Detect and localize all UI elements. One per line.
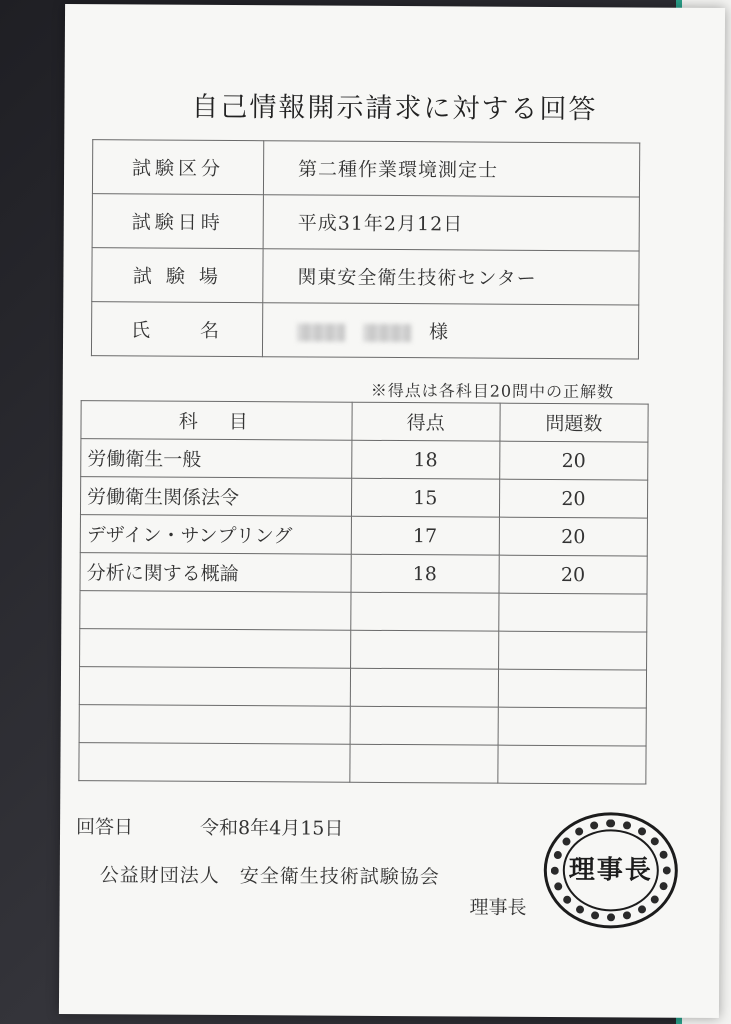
document-title: 自己情報開示請求に対する回答 — [191, 91, 598, 126]
info-label: 試 験 場 — [92, 248, 263, 303]
empty-row — [79, 705, 646, 746]
score-table — [78, 400, 648, 784]
table-row — [80, 553, 647, 594]
issuer-name: 公益財団法人 安全衛生技術試験協会 — [99, 864, 440, 889]
table-row — [80, 477, 647, 518]
info-row-category — [92, 140, 639, 197]
info-row-venue — [92, 248, 639, 305]
subject-score: 18 — [351, 554, 499, 593]
disclosure-document — [59, 4, 725, 1018]
subject-score: 15 — [351, 478, 499, 517]
info-row-date — [92, 194, 639, 251]
subject-name: 分析に関する概論 — [80, 553, 351, 593]
empty-row — [79, 743, 646, 784]
subject-questions: 20 — [499, 479, 647, 518]
info-row-name — [91, 302, 638, 359]
header-score: 得点 — [352, 402, 500, 441]
seal-text: 理事長 — [568, 855, 653, 886]
info-label: 氏 名 — [91, 302, 262, 357]
honorific: 様 — [429, 321, 450, 344]
answer-date-label: 回答日 — [75, 816, 134, 839]
answer-date: 令和8年4月15日 — [199, 816, 344, 840]
table-row — [81, 439, 648, 480]
subject-questions: 20 — [499, 517, 647, 556]
subject-name: 労働衛生一般 — [81, 439, 352, 479]
table-header-row — [81, 401, 648, 442]
issuer-title: 理事長 — [469, 896, 527, 919]
subject-questions: 20 — [499, 555, 647, 594]
score-note: ※得点は各科目20問中の正解数 — [370, 380, 615, 402]
redacted-given-name — [363, 324, 411, 342]
table-row — [80, 515, 647, 556]
info-label: 試験区分 — [92, 140, 263, 195]
subject-name: デザイン・サンプリング — [80, 515, 351, 555]
subject-score: 18 — [351, 440, 499, 479]
redacted-surname — [297, 323, 345, 341]
info-value: 平成31年2月12日 — [263, 195, 639, 251]
exam-info-table — [91, 139, 640, 359]
empty-row — [80, 629, 647, 670]
header-questions: 問題数 — [500, 403, 648, 442]
empty-row — [79, 667, 646, 708]
info-label: 試験日時 — [92, 194, 263, 249]
subject-questions: 20 — [499, 441, 647, 480]
info-value: 関東安全衛生技術センター — [263, 249, 639, 305]
info-value-name — [262, 303, 638, 359]
header-subject: 科 目 — [81, 401, 352, 441]
official-seal — [543, 812, 678, 929]
info-value: 第二種作業環境測定士 — [263, 141, 639, 197]
subject-name: 労働衛生関係法令 — [80, 477, 351, 517]
subject-score: 17 — [351, 516, 499, 555]
empty-row — [80, 591, 647, 632]
